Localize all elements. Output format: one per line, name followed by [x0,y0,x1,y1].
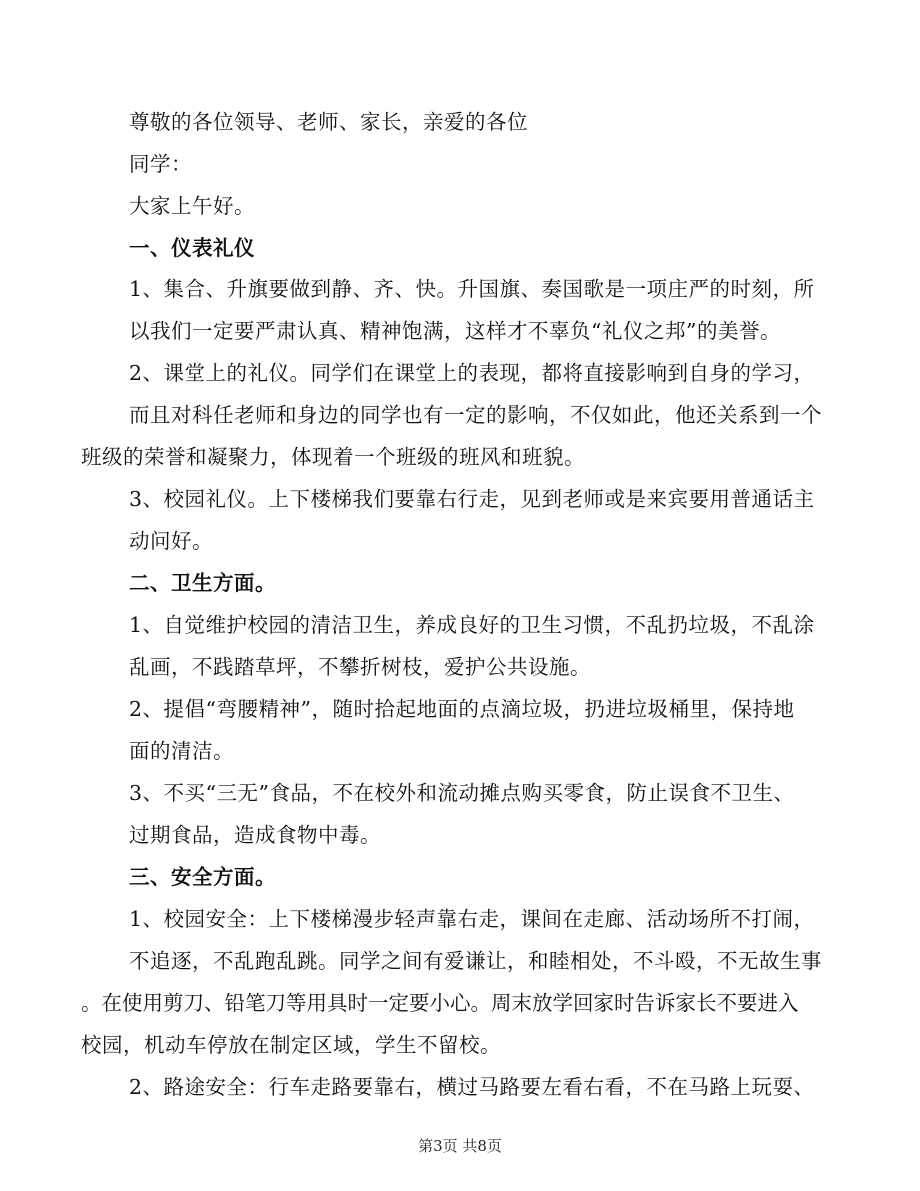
paragraph-line: 。在使用剪刀、铅笔刀等用具时一定要小心。周末放学回家时告诉家长不要进入 [81,991,799,1015]
page-number-footer: 第3页 共8页 [418,1137,502,1155]
paragraph-line: 校园，机动车停放在制定区域，学生不留校。 [81,1033,501,1057]
paragraph-line: 面的清洁。 [129,739,234,763]
salutation-line-2: 同学： [129,152,192,176]
paragraph-line: 以我们一定要严肃认真、精神饱满，这样才不辜负“礼仪之邦”的美誉。 [129,319,781,343]
paragraph-line: 乱画，不践踏草坪，不攀折树枝，爱护公共设施。 [129,655,591,679]
paragraph-line: 1、自觉维护校园的清洁卫生，养成良好的卫生习惯，不乱扔垃圾，不乱涂 [129,613,815,637]
section-heading-etiquette: 一、仪表礼仪 [129,236,255,260]
section-heading-safety: 三、安全方面。 [129,865,276,889]
paragraph-line: 3、不买“三无”食品，不在校外和流动摊点购买零食，防止误食不卫生、 [129,781,795,805]
salutation-line-1: 尊敬的各位领导、老师、家长，亲爱的各位 [129,110,528,134]
paragraph-line: 过期食品，造成食物中毒。 [129,823,381,847]
paragraph-line: 2、路途安全：行车走路要靠右，横过马路要左看右看，不在马路上玩耍、 [129,1075,815,1099]
paragraph-line: 1、集合、升旗要做到静、齐、快。升国旗、奏国歌是一项庄严的时刻，所 [129,277,815,301]
paragraph-line: 不追逐，不乱跑乱跳。同学之间有爱谦让，和睦相处，不斗殴，不无故生事 [129,949,822,973]
paragraph-line: 动问好。 [129,529,213,553]
paragraph-line: 3、校园礼仪。上下楼梯我们要靠右行走，见到老师或是来宾要用普通话主 [129,487,815,511]
paragraph-line: 1、校园安全：上下楼梯漫步轻声靠右走，课间在走廊、活动场所不打闹， [129,907,815,931]
section-heading-hygiene: 二、卫生方面。 [129,571,276,595]
greeting-line: 大家上午好。 [129,194,255,218]
paragraph-line: 而且对科任老师和身边的同学也有一定的影响，不仅如此，他还关系到一个 [129,403,822,427]
paragraph-line: 班级的荣誉和凝聚力，体现着一个班级的班风和班貌。 [81,445,585,469]
paragraph-line: 2、课堂上的礼仪。同学们在课堂上的表现，都将直接影响到自身的学习， [129,361,815,385]
paragraph-line: 2、提倡“弯腰精神”，随时拾起地面的点滴垃圾，扔进垃圾桶里，保持地 [129,697,795,721]
